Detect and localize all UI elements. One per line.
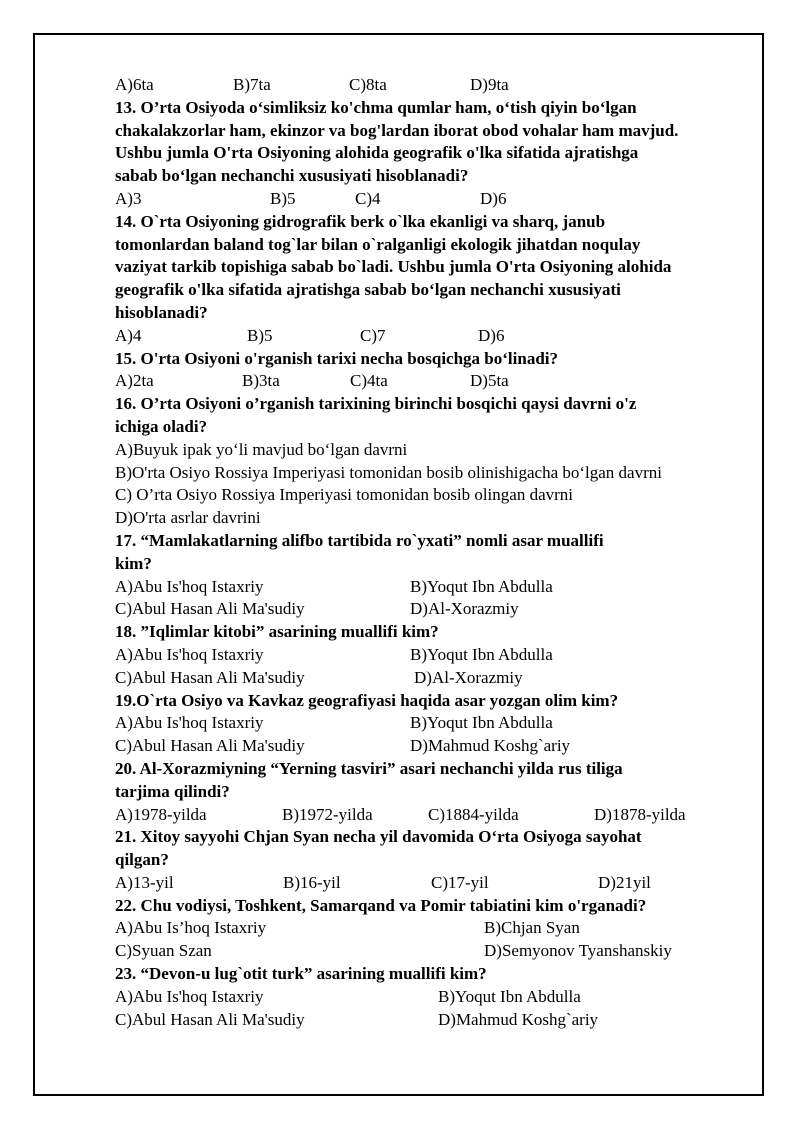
- option: A)13-yil: [115, 872, 174, 892]
- option: C)Abul Hasan Ali Ma'sudiy: [115, 599, 305, 619]
- option: D)Al-Xorazmiy: [414, 667, 523, 687]
- question-23-text: 23. “Devon-u lug`otit turk” asarining muallifi kim?: [115, 964, 487, 984]
- option: D)5ta: [470, 371, 509, 391]
- option-row: [115, 712, 755, 735]
- option-row: [115, 804, 755, 827]
- option: B)3ta: [242, 371, 280, 391]
- option-row: [115, 667, 755, 690]
- question-22-text: 22. Chu vodiysi, Toshkent, Samarqand va Pomir tabiatini kim o'rganadi?: [115, 895, 647, 915]
- option-row: [115, 598, 755, 621]
- option: A)Buyuk ipak yo‘li mavjud bo‘lgan davrni: [115, 439, 408, 459]
- option: C)4ta: [350, 371, 388, 391]
- option: D)Mahmud Koshg`ariy: [410, 736, 571, 756]
- option: B)O'rta Osiyo Rossiya Imperiyasi tomonidan bosib olinishigacha bo‘lgan davrni: [115, 462, 662, 482]
- option: A)3: [115, 188, 142, 208]
- option: D)O'rta asrlar davrini: [115, 508, 261, 528]
- option: C)17-yil: [431, 872, 489, 892]
- option: B)Yoqut Ibn Abdulla: [410, 644, 553, 664]
- option: A)1978-yilda: [115, 804, 207, 824]
- question-13-text: Ushbu jumla O'rta Osiyoning alohida geografik o'lka sifatida ajratishga: [115, 143, 639, 163]
- option: D)Al-Xorazmiy: [410, 599, 519, 619]
- option-row: [115, 325, 755, 348]
- option: B)1972-yilda: [282, 804, 373, 824]
- option: D)1878-yilda: [594, 804, 686, 824]
- option: B)5: [247, 325, 273, 345]
- option: B)Yoqut Ibn Abdulla: [410, 576, 553, 596]
- option-row: [115, 74, 755, 97]
- option-row: [115, 986, 755, 1009]
- question-16-text: ichiga oladi?: [115, 416, 208, 436]
- option-row: [115, 735, 755, 758]
- option: C) O’rta Osiyo Rossiya Imperiyasi tomonidan bosib olingan davrni: [115, 485, 573, 505]
- question-18-text: 18. ”Iqlimlar kitobi” asarining muallifi kim?: [115, 622, 439, 642]
- option: C)4: [355, 188, 381, 208]
- question-17-text: kim?: [115, 553, 152, 573]
- option: C)Syuan Szan: [115, 941, 212, 961]
- option: B)Yoqut Ibn Abdulla: [410, 713, 553, 733]
- option: A)Abu Is'hoq Istaxriy: [115, 713, 264, 733]
- option: C)Abul Hasan Ali Ma'sudiy: [115, 736, 305, 756]
- option: D)21yil: [598, 872, 651, 892]
- option: A)Abu Is'hoq Istaxriy: [115, 644, 264, 664]
- test-page: [115, 74, 755, 1031]
- option: C)8ta: [349, 75, 387, 94]
- option: A)4: [115, 325, 142, 345]
- option: B)Chjan Syan: [484, 918, 580, 938]
- question-20-text: 20. Al-Xorazmiyning “Yerning tasviri” asari nechanchi yilda rus tiliga: [115, 758, 623, 778]
- option-row: [115, 644, 755, 667]
- option-row: [115, 872, 755, 895]
- question-14-text: geografik o'lka sifatida ajratishga sabab bo‘lgan nechanchi xususiyati: [115, 280, 621, 300]
- option: D)6: [478, 325, 505, 345]
- option: C)Abul Hasan Ali Ma'sudiy: [115, 1009, 305, 1029]
- option-row: [115, 576, 755, 599]
- option: D)6: [480, 188, 507, 208]
- option: C)1884-yilda: [428, 804, 519, 824]
- question-14-text: vaziyat tarkib topishiga sabab bo`ladi. Ushbu jumla O'rta Osiyoning alohida: [115, 257, 672, 277]
- question-20-text: tarjima qilindi?: [115, 781, 230, 801]
- option: A)Abu Is'hoq Istaxriy: [115, 576, 264, 596]
- option: D)Semyonov Tyanshanskiy: [484, 941, 672, 961]
- question-13-text: 13. O’rta Osiyoda o‘simliksiz ko'chma qumlar ham, o‘tish qiyin bo‘lgan: [115, 97, 637, 117]
- option: A)Abu Is'hoq Istaxriy: [115, 986, 264, 1006]
- option: A)6ta: [115, 75, 154, 94]
- question-14-text: 14. O`rta Osiyoning gidrografik berk o`lka ekanligi va sharq, janub: [115, 211, 606, 231]
- option: B)Yoqut Ibn Abdulla: [438, 986, 581, 1006]
- question-13-text: sabab bo‘lgan nechanchi xususiyati hisoblanadi?: [115, 166, 469, 186]
- option: B)5: [270, 188, 296, 208]
- question-14-text: hisoblanadi?: [115, 302, 208, 322]
- option-row: [115, 917, 755, 940]
- option: D)Mahmud Koshg`ariy: [438, 1009, 599, 1029]
- option-row: [115, 370, 755, 393]
- option: B)16-yil: [283, 872, 341, 892]
- question-17-text: 17. “Mamlakatlarning alifbo tartibida ro`yxati” nomli asar muallifi: [115, 530, 604, 550]
- option: C)7: [360, 325, 386, 345]
- question-21-text: qilgan?: [115, 850, 169, 870]
- option: C)Abul Hasan Ali Ma'sudiy: [115, 667, 305, 687]
- question-16-text: 16. O’rta Osiyoni o’rganish tarixining birinchi bosqichi qaysi davrni o'z: [115, 394, 637, 414]
- question-14-text: tomonlardan baland tog`lar bilan o`ralganligi ekologik jihatdan noqulay: [115, 234, 641, 254]
- option-row: [115, 188, 755, 211]
- option-row: [115, 940, 755, 963]
- question-13-text: chakalakzorlar ham, ekinzor va bog'lardan iborat obod vohalar ham mavjud.: [115, 120, 679, 140]
- option: D)9ta: [470, 75, 509, 94]
- option-row: [115, 1009, 755, 1032]
- question-21-text: 21. Xitoy sayyohi Chjan Syan necha yil davomida O‘rta Osiyoga sayohat: [115, 827, 642, 847]
- option: B)7ta: [233, 75, 271, 94]
- question-15-text: 15. O'rta Osiyoni o'rganish tarixi necha bosqichga bo‘linadi?: [115, 348, 559, 368]
- option: A)Abu Is’hoq Istaxriy: [115, 918, 267, 938]
- option: A)2ta: [115, 371, 154, 391]
- question-19-text: 19.O`rta Osiyo va Kavkaz geografiyasi haqida asar yozgan olim kim?: [115, 690, 619, 710]
